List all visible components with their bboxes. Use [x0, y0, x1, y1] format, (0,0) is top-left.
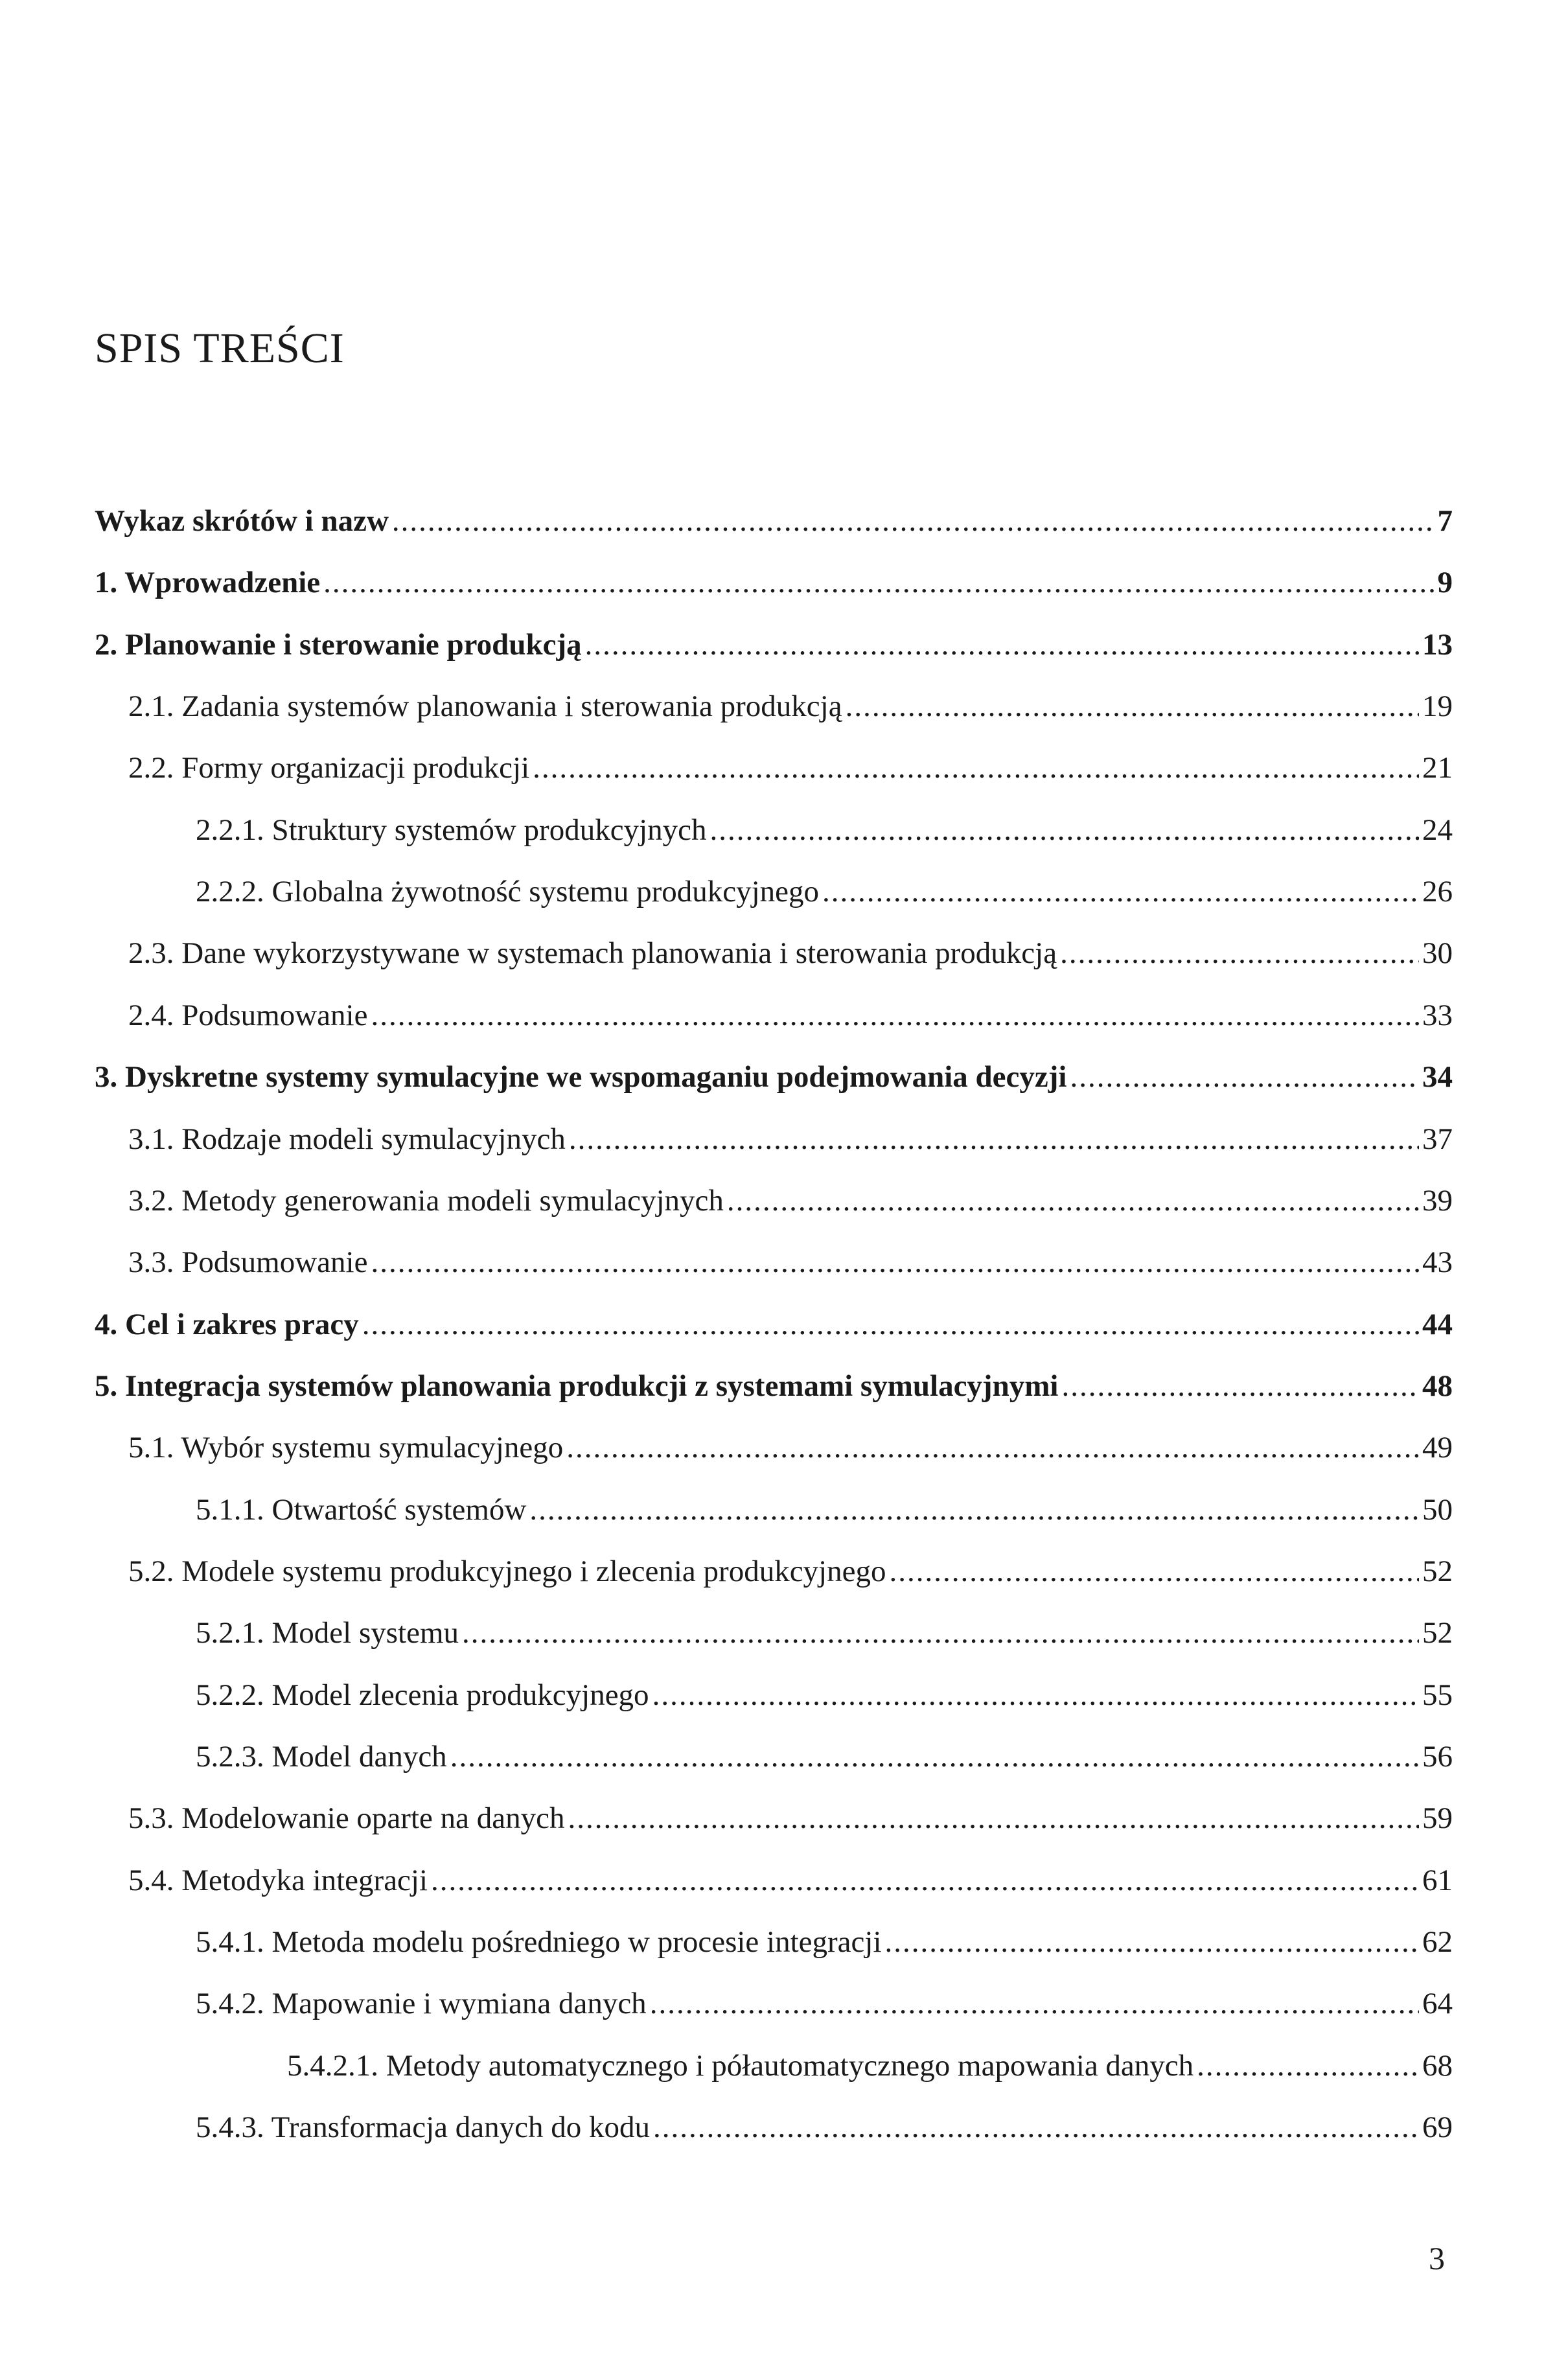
toc-entry — [128, 1242, 1453, 1283]
toc-entry-title: 2. Planowanie i sterowanie produkcją — [95, 628, 582, 662]
toc-entry-page: 43 — [1422, 1245, 1453, 1279]
toc-entry — [196, 1612, 1453, 1654]
dot-leader — [392, 500, 1435, 542]
dot-leader — [529, 1489, 1419, 1531]
toc-entry — [128, 1860, 1453, 1901]
toc-entry-page: 62 — [1422, 1925, 1453, 1959]
toc-entry-page: 21 — [1422, 751, 1453, 785]
dot-leader — [566, 1427, 1419, 1468]
toc-entry-title: 2.2.2. Globalna żywotność systemu produkcyjnego — [196, 875, 820, 908]
toc-entry-page: 52 — [1422, 1555, 1453, 1588]
toc-entry-page: 9 — [1437, 566, 1453, 599]
dot-leader — [462, 1612, 1419, 1654]
dot-leader — [1197, 2045, 1419, 2086]
toc-entry — [196, 1674, 1453, 1716]
dot-leader — [371, 995, 1419, 1036]
toc-entry-title: 3.1. Rodzaje modeli symulacyjnych — [128, 1122, 566, 1156]
dot-leader — [846, 686, 1419, 727]
toc-entry-title: Wykaz skrótów i nazw — [95, 504, 389, 538]
toc-entry-title: 3.2. Metody generowania modeli symulacyjnych — [128, 1184, 724, 1218]
toc-entry-title: 3. Dyskretne systemy symulacyjne we wspomaganiu podejmowania decyzji — [95, 1060, 1067, 1094]
toc-entry-title: 1. Wprowadzenie — [95, 566, 321, 599]
toc-entry — [95, 1365, 1453, 1407]
toc-entry-page: 34 — [1422, 1060, 1453, 1094]
toc-entry-title: 5.2. Modele systemu produkcyjnego i zlecenia produkcyjnego — [128, 1555, 886, 1588]
dot-leader — [652, 1674, 1419, 1716]
toc-entry-page: 56 — [1422, 1740, 1453, 1774]
toc-entry — [128, 1551, 1453, 1592]
toc-entry — [196, 809, 1453, 851]
toc-entry — [196, 1489, 1453, 1531]
dot-leader — [569, 1118, 1419, 1160]
toc-entry-title: 5.3. Modelowanie oparte na danych — [128, 1801, 565, 1835]
toc-entry-page: 7 — [1437, 504, 1453, 538]
dot-leader — [533, 747, 1419, 789]
toc-entry-page: 44 — [1422, 1308, 1453, 1341]
dot-leader — [822, 871, 1419, 912]
toc-entry-page: 39 — [1422, 1184, 1453, 1218]
toc-entry-title: 5.2.2. Model zlecenia produkcyjnego — [196, 1678, 649, 1712]
dot-leader — [650, 1983, 1419, 2024]
toc-entry-page: 68 — [1422, 2049, 1453, 2083]
toc-entry-title: 2.3. Dane wykorzystywane w systemach planowania i sterowania produkcją — [128, 936, 1057, 970]
toc-entry — [95, 1056, 1453, 1098]
toc-entry-page: 13 — [1422, 628, 1453, 662]
toc-entry-page: 55 — [1422, 1678, 1453, 1712]
dot-leader — [1061, 1365, 1419, 1407]
toc-entry-title: 5.1.1. Otwartość systemów — [196, 1493, 527, 1527]
dot-leader — [450, 1736, 1419, 1777]
toc-entry-page: 24 — [1422, 813, 1453, 847]
toc-entry — [196, 871, 1453, 912]
dot-leader — [1060, 932, 1419, 974]
dot-leader — [1070, 1056, 1419, 1098]
page-number: 3 — [1429, 2240, 1445, 2276]
toc-entry-page: 69 — [1422, 2110, 1453, 2144]
toc-entry — [128, 747, 1453, 789]
dot-leader — [889, 1551, 1419, 1592]
dot-leader — [362, 1304, 1419, 1345]
toc-entry — [128, 1427, 1453, 1468]
toc-entry-title: 5.4.3. Transformacja danych do kodu — [196, 2110, 650, 2144]
toc-entry-page: 48 — [1422, 1369, 1453, 1403]
toc-entry-page: 50 — [1422, 1493, 1453, 1527]
toc-entry-title: 5.4. Metodyka integracji — [128, 1864, 428, 1897]
toc-entry — [95, 562, 1453, 603]
toc-entry — [128, 932, 1453, 974]
toc-entry-page: 26 — [1422, 875, 1453, 908]
toc-entry-title: 2.4. Podsumowanie — [128, 999, 368, 1032]
toc-entry-title: 5.2.1. Model systemu — [196, 1616, 459, 1650]
dot-leader — [653, 2107, 1419, 2148]
dot-leader — [431, 1860, 1419, 1901]
toc-entry-page: 61 — [1422, 1864, 1453, 1897]
toc-entry-page: 30 — [1422, 936, 1453, 970]
toc-entry-page: 49 — [1422, 1431, 1453, 1464]
toc-entry-page: 37 — [1422, 1122, 1453, 1156]
toc-entry-title: 5.4.2. Mapowanie i wymiana danych — [196, 1987, 647, 2020]
toc-entry-title: 4. Cel i zakres pracy — [95, 1308, 359, 1341]
toc-entry-title: 2.1. Zadania systemów planowania i sterowania produkcją — [128, 689, 842, 723]
toc-entry-page: 33 — [1422, 999, 1453, 1032]
dot-leader — [568, 1797, 1419, 1839]
toc-entry-title: 5.2.3. Model danych — [196, 1740, 447, 1774]
dot-leader — [585, 624, 1419, 665]
toc-entry-page: 19 — [1422, 689, 1453, 723]
dot-leader — [727, 1180, 1419, 1221]
toc-entry-title: 2.2.1. Struktury systemów produkcyjnych — [196, 813, 707, 847]
toc-entry-title: 5.4.1. Metoda modelu pośredniego w procesie integracji — [196, 1925, 882, 1959]
toc-entry-page: 52 — [1422, 1616, 1453, 1650]
dot-leader — [371, 1242, 1419, 1283]
toc-entry — [128, 1797, 1453, 1839]
toc-entry — [287, 2045, 1453, 2086]
toc-entry — [128, 686, 1453, 727]
toc-entry — [196, 2107, 1453, 2148]
toc-entry — [196, 1921, 1453, 1963]
toc-entry-title: 5.4.2.1. Metody automatycznego i półautomatycznego mapowania danych — [287, 2049, 1194, 2083]
dot-leader — [710, 809, 1420, 851]
toc-entry-title: 2.2. Formy organizacji produkcji — [128, 751, 530, 785]
toc-entry-page: 64 — [1422, 1987, 1453, 2020]
toc-entry-title: 5.1. Wybór systemu symulacyjnego — [128, 1431, 564, 1464]
toc-entry — [196, 1736, 1453, 1777]
toc-entry-page: 59 — [1422, 1801, 1453, 1835]
toc-entry — [128, 995, 1453, 1036]
dot-leader — [323, 562, 1434, 603]
toc-entry — [196, 1983, 1453, 2024]
toc-entry — [95, 1304, 1453, 1345]
page-title: SPIS TREŚCI — [95, 325, 345, 372]
toc-entry-title: 5. Integracja systemów planowania produkcji z systemami symulacyjnymi — [95, 1369, 1059, 1403]
toc-entry — [95, 500, 1453, 542]
dot-leader — [885, 1921, 1419, 1963]
toc-entry — [95, 624, 1453, 665]
toc-entry — [128, 1180, 1453, 1221]
toc-entry — [128, 1118, 1453, 1160]
toc-entry-title: 3.3. Podsumowanie — [128, 1245, 368, 1279]
